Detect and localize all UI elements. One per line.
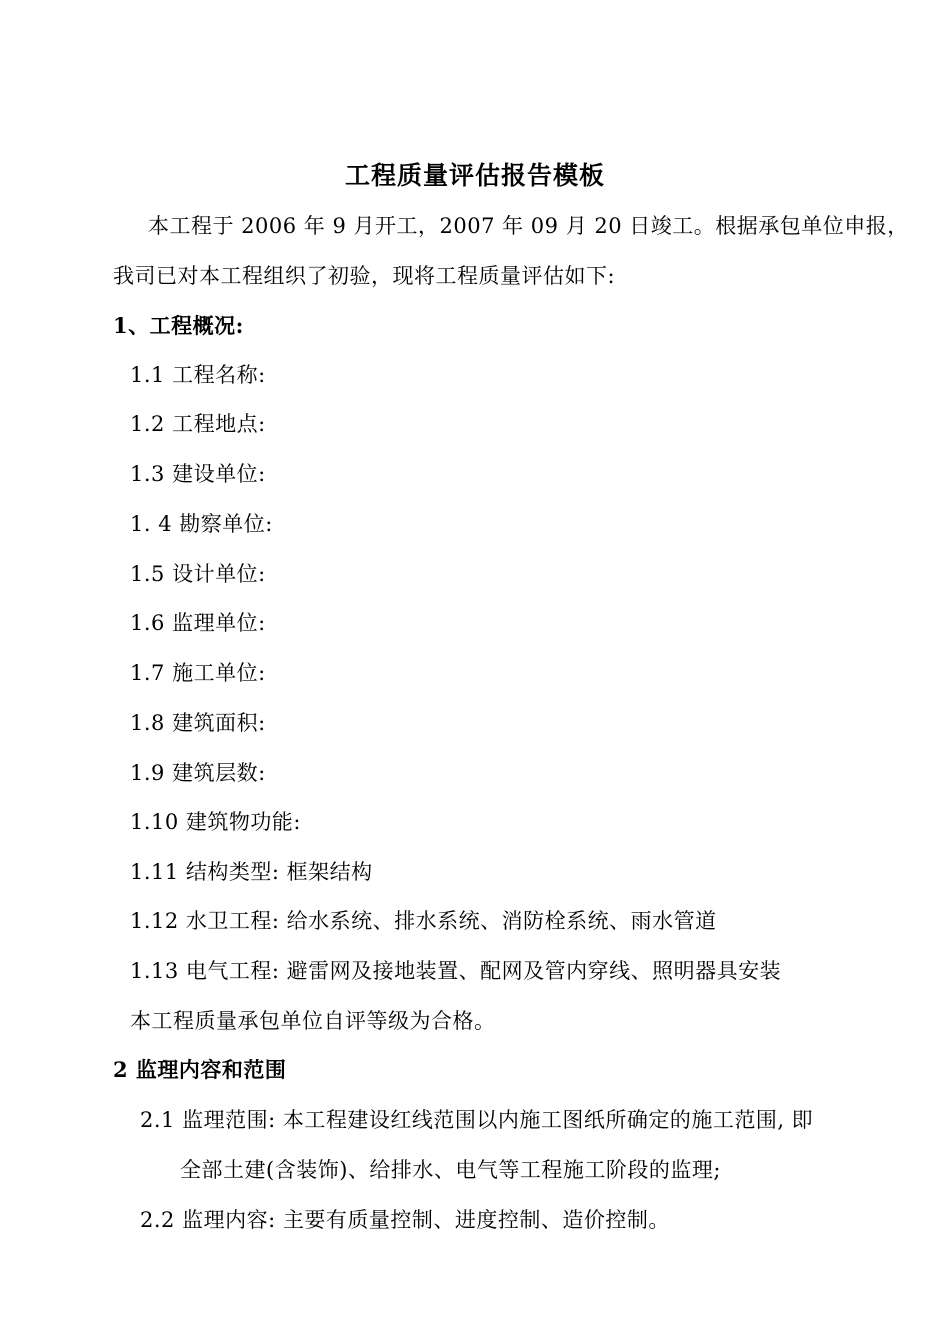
section-1-item-3: 1.3 建设单位: <box>130 462 266 486</box>
section-2-item-1-line-1: 2.1 监理范围: 本工程建设红线范围以内施工图纸所确定的施工范围, 即 <box>140 1108 814 1132</box>
section-1-item-10: 1.10 建筑物功能: <box>130 810 302 834</box>
section-1-item-12: 1.12 水卫工程: 给水系统、排水系统、消防栓系统、雨水管道 <box>130 909 717 933</box>
section-1-item-8: 1.8 建筑面积: <box>130 711 266 735</box>
section-1-item-5: 1.5 设计单位: <box>130 562 266 586</box>
section-1-item-1: 1.1 工程名称: <box>130 363 266 387</box>
section-1-heading: 1、工程概况: <box>113 313 244 338</box>
section-1-item-2: 1.2 工程地点: <box>130 412 266 436</box>
section-1-item-11: 1.11 结构类型: 框架结构 <box>130 860 373 884</box>
intro-line-2: 我司已对本工程组织了初验，现将工程质量评估如下: <box>113 264 616 288</box>
section-1-item-6: 1.6 监理单位: <box>130 611 266 635</box>
section-2-item-1-line-2: 全部土建(含装饰)、给排水、电气等工程施工阶段的监理; <box>180 1158 721 1182</box>
document-title: 工程质量评估报告模板 <box>344 161 605 190</box>
section-2-item-2: 2.2 监理内容: 主要有质量控制、进度控制、造价控制。 <box>140 1208 670 1232</box>
section-2-heading: 2 监理内容和范围 <box>113 1057 287 1082</box>
section-1-item-7: 1.7 施工单位: <box>130 661 266 685</box>
section-1-item-13: 1.13 电气工程: 避雷网及接地装置、配网及管内穿线、照明器具安装 <box>130 959 782 983</box>
section-1-item-4: 1. 4 勘察单位: <box>130 512 273 536</box>
section-1-conclusion: 本工程质量承包单位自评等级为合格。 <box>130 1009 496 1033</box>
section-1-item-9: 1.9 建筑层数: <box>130 761 266 785</box>
intro-line-1: 本工程于 2006 年 9 月开工，2007 年 09 月 20 日竣工。根据承包单位申报， <box>148 214 909 238</box>
